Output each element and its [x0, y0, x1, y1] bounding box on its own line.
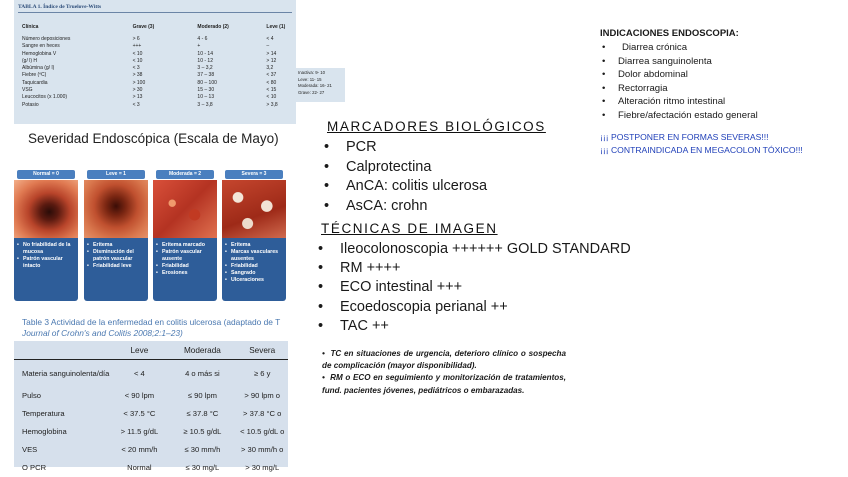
truelove-cell: < 4: [266, 36, 274, 42]
indicacion-item: • Alteración ritmo intestinal: [602, 95, 758, 109]
truelove-witts-table-image: [14, 0, 296, 124]
endoscopy-photo: [153, 180, 217, 238]
mayo-finding-item: • Patrón vascular intacto: [23, 256, 75, 270]
truelove-cell: 15 – 30: [197, 87, 215, 94]
mayo-card: [84, 168, 148, 301]
note-item: • TC en situaciones de urgencia, deterioro clínico o sospecha de complicación (mayor disponibilidad).: [322, 349, 566, 371]
truelove-header: Leve (1): [266, 24, 286, 30]
truelove-row: [22, 36, 296, 43]
truelove-cell: 3 – 3,8: [197, 101, 213, 108]
truelove-cell: > 38: [132, 72, 143, 79]
truelove-cell: Potasio: [22, 101, 39, 108]
mayo-card: [153, 168, 217, 301]
truelove-cell: < 3: [132, 65, 140, 72]
truelove-cell: < 10: [132, 57, 143, 64]
indicacion-item: • Diarrea sanguinolenta: [602, 55, 758, 69]
table3-row: [14, 422, 288, 440]
warning-text: ¡¡¡ POSTPONER EN FORMAS SEVERAS!!!: [600, 132, 769, 142]
mayo-findings: [153, 238, 217, 301]
table3-cell: > 30 mg/L: [245, 462, 280, 472]
table3-cell: ≤ 37.8 °C: [186, 408, 219, 418]
tecnicas-list: [315, 240, 631, 336]
table3-cell: < 4: [134, 368, 145, 378]
mayo-grade-label: Normal = 0: [17, 170, 75, 179]
table3-row: [14, 440, 288, 458]
mayo-finding-item: • Eritema: [231, 242, 283, 249]
truelove-cell: < 80: [266, 79, 277, 86]
mayo-grade-label: Leve = 1: [87, 170, 145, 179]
tecnica-item: • Ecoedoscopia perianal ++: [315, 298, 631, 317]
truelove-score-legend: [295, 68, 345, 102]
truelove-cell: Número deposiciones: [22, 36, 71, 42]
table3-header: Severa: [236, 341, 288, 360]
table3-row: [14, 360, 288, 387]
truelove-cell: 10 – 13: [197, 94, 215, 101]
truelove-cell: Fiebre (ºC): [22, 72, 47, 79]
truelove-cell: 3,2: [266, 65, 274, 72]
table3-cell: Hemoglobina: [22, 426, 67, 436]
truelove-cell: 3 – 3,2: [197, 65, 213, 72]
table3-header: Leve: [110, 341, 168, 360]
mayo-finding-item: • Ulceraciones: [231, 277, 283, 284]
endoscopy-photo: [14, 180, 78, 238]
mayo-finding-item: • Eritema marcado: [162, 242, 214, 249]
marcador-item: • AsCA: crohn: [321, 197, 487, 217]
truelove-cell: > 12: [266, 57, 277, 64]
table3-cell: O PCR: [22, 462, 47, 472]
table3-header: Moderada: [168, 341, 236, 360]
truelove-row: [22, 43, 296, 50]
table3-cell: < 37.5 °C: [123, 408, 156, 418]
endoscopy-warnings: [600, 131, 803, 156]
indicacion-item: [602, 41, 758, 55]
score-legend-line: Leve: 11- 15: [298, 76, 322, 82]
truelove-row: [22, 87, 296, 94]
score-legend-line: Grave: 22- 27: [298, 89, 325, 95]
marcador-item: • PCR: [321, 138, 487, 158]
mayo-grade-label: Moderada = 2: [156, 170, 214, 179]
truelove-cell: Sangre en heces: [22, 43, 60, 50]
mayo-finding-item: • Friabilidad: [231, 263, 283, 270]
note-item: • RM o ECO en seguimiento y monitorización de tratamientos, fund. pacientes jóvenes, pediátricos o embarazadas.: [322, 373, 566, 395]
truelove-cell: > 100: [132, 79, 146, 86]
note-text: RM o ECO en seguimiento y monitorización de tratamientos, fund. pacientes jóvenes, pediátricos o embarazadas.: [322, 373, 566, 395]
truelove-cell: Leucocitos (x 1.000): [22, 94, 68, 101]
truelove-header: Moderado (2): [197, 24, 229, 30]
table3-cell: ≤ 90 lpm: [187, 390, 217, 400]
truelove-cell: Albúmina (g/ l): [22, 65, 55, 72]
truelove-row: [22, 94, 296, 101]
indicaciones-heading: INDICACIONES ENDOSCOPIA:: [600, 28, 739, 39]
score-legend-line: Inactiva: 9- 10: [298, 70, 325, 75]
table3-cell: Temperatura: [22, 408, 65, 418]
marcador-item: • AnCA: colitis ulcerosa: [321, 177, 487, 197]
truelove-cell: < 10: [132, 50, 143, 57]
truelove-row: [22, 58, 296, 65]
warning-text: ¡¡¡ CONTRAINDICADA EN MEGACOLON TÓXICO!!!: [600, 144, 803, 155]
mayo-finding-item: • Disminución del patrón vascular: [93, 249, 145, 263]
truelove-header: Clínica: [22, 24, 39, 30]
mayo-title: Severidad Endoscópica (Escala de Mayo): [28, 131, 279, 146]
truelove-cell: Taquicardia: [22, 79, 48, 86]
endoscopy-photo: [84, 180, 148, 238]
tecnica-item: • RM ++++: [315, 259, 631, 278]
table3-cell: VES: [22, 444, 38, 454]
truelove-header: Grave (3): [132, 24, 155, 30]
table3-caption-line: Table 3 Actividad de la enfermedad en colitis ulcerosa (adaptado de T: [22, 317, 281, 327]
truelove-cell: < 3: [132, 101, 140, 108]
mayo-finding-item: • Eritema: [93, 242, 145, 249]
truelove-cell: +: [197, 43, 201, 50]
score-legend-line: Moderada: 16- 21: [298, 83, 332, 88]
tecnica-item: • ECO intestinal +++: [315, 278, 631, 297]
mayo-finding-item: • No friabilidad de la mucosa: [23, 242, 75, 256]
truelove-title: TABLA 1. Índice de Truelove-Witts: [18, 4, 102, 10]
truelove-row: [22, 102, 296, 109]
tecnica-item: • Ileocolonoscopia ++++++ GOLD STANDARD: [315, 240, 631, 259]
table3-header: [14, 341, 110, 360]
table3-cell: > 90 lpm o: [244, 390, 281, 400]
note-text: TC en situaciones de urgencia, deterioro clínico o sospecha de complicación (mayor disponibilidad).: [322, 349, 566, 371]
mayo-finding-item: • Friabilidad leve: [93, 263, 145, 270]
mayo-finding-item: • Patrón vascular ausente: [162, 249, 214, 263]
truelove-row: [22, 51, 296, 58]
truelove-cell: +++: [132, 43, 142, 50]
truelove-cell: < 10: [266, 94, 277, 101]
truelove-row: [22, 65, 296, 72]
table3-cell: Pulso: [22, 390, 41, 400]
mayo-finding-item: • Friabilidad: [162, 263, 214, 270]
truelove-row: [22, 80, 296, 87]
indicacion-item: • Dolor abdominal: [602, 68, 758, 82]
table3-row: [14, 386, 288, 404]
marcador-item: • Calprotectina: [321, 158, 487, 178]
table3-cell: Normal: [127, 462, 152, 472]
table3-cell: ≤ 30 mm/h: [184, 444, 221, 454]
mayo-card: [14, 168, 78, 301]
truelove-cell: > 13: [132, 94, 143, 101]
indicaciones-list: [602, 41, 758, 122]
table3-cell: 4 o más si: [185, 368, 220, 378]
truelove-cell: < 37: [266, 72, 277, 79]
endoscopy-photo: [222, 180, 286, 238]
truelove-cell: > 30: [132, 87, 143, 94]
truelove-cell: 80 – 100: [197, 79, 217, 86]
table3-cell: ≥ 6 y: [253, 368, 271, 378]
truelove-cell: 37 – 38: [197, 72, 215, 79]
tecnicas-heading: TÉCNICAS DE IMAGEN: [321, 221, 498, 236]
truelove-cell: < 15: [266, 87, 277, 94]
truelove-table: [22, 24, 296, 109]
truelove-cell: (g/ l) H: [22, 57, 37, 64]
tecnica-item: • TAC ++: [315, 317, 631, 336]
table3-cell: < 10.5 g/dL o: [240, 426, 285, 436]
table3-caption: [22, 317, 290, 339]
table3-cell: Materia sanguinolenta/día: [22, 368, 110, 378]
marcadores-list: [321, 138, 487, 216]
truelove-cell: > 14: [266, 50, 277, 57]
table3-cell: ≥ 10.5 g/dL: [183, 426, 222, 436]
truelove-cell: VSG: [22, 87, 33, 94]
mayo-finding-item: • Sangrado: [231, 270, 283, 277]
indicacion-text: Diarrea crónica: [622, 42, 688, 53]
table3-cell: > 30 mm/h o: [240, 444, 284, 454]
mayo-findings: [84, 238, 148, 301]
truelove-cell: 4 - 6: [197, 36, 208, 42]
mayo-findings: [222, 238, 286, 301]
truelove-cell: Hemoglobina V: [22, 50, 57, 57]
table3-cell: < 20 mm/h: [121, 444, 158, 454]
table3-caption-line: Journal of Crohn's and Colitis 2008;2:1–23): [22, 328, 183, 338]
imaging-notes: [322, 348, 566, 397]
mayo-grade-label: Severa = 3: [225, 170, 283, 179]
truelove-cell: 10 - 14: [197, 50, 213, 57]
mayo-findings: [14, 238, 78, 301]
indicacion-item: • Rectorragia: [602, 82, 758, 96]
truelove-cell: > 6: [132, 36, 140, 42]
table3-cell: < 90 lpm: [124, 390, 155, 400]
truelove-row: [22, 72, 296, 79]
table3-row: [14, 458, 288, 476]
mayo-card: [222, 168, 286, 301]
mayo-finding-item: • Erosiones: [162, 270, 214, 277]
truelove-rule: [18, 12, 292, 13]
truelove-cell: 10 - 12: [197, 57, 213, 64]
truelove-cell: –: [266, 43, 270, 50]
table3-row: [14, 404, 288, 422]
truelove-cell: > 3,8: [266, 101, 278, 108]
mayo-finding-item: • Marcas vasculares ausentes: [231, 249, 283, 263]
table3-cell: > 37.8 °C o: [243, 408, 282, 418]
activity-table: [14, 341, 288, 472]
table3-cell: ≤ 30 mg/L: [185, 462, 220, 472]
table3-cell: > 11.5 g/dL: [120, 426, 159, 436]
indicacion-item: • Fiebre/afectación estado general: [602, 109, 758, 123]
marcadores-heading: MARCADORES BIOLÓGICOS: [327, 119, 546, 134]
